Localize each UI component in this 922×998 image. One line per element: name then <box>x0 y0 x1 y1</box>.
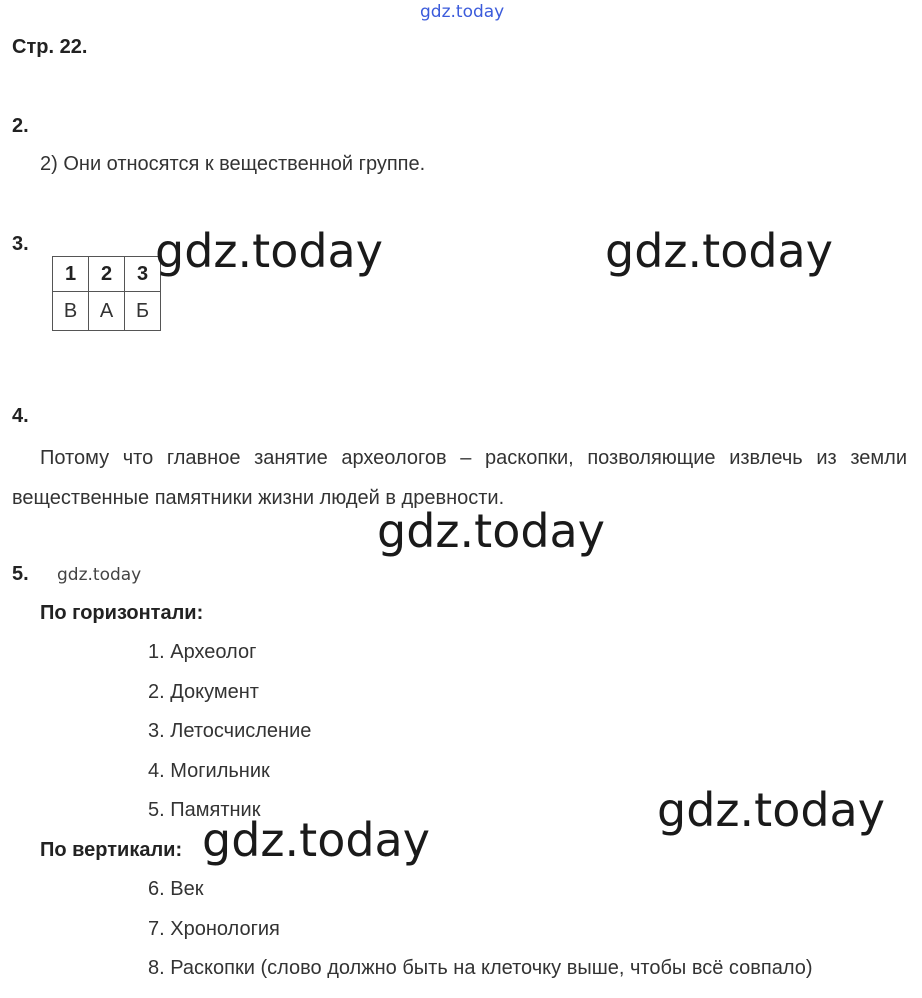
horizontal-item: 1. Археолог <box>148 641 257 663</box>
horizontal-item: 5. Памятник <box>148 799 261 821</box>
task-4-answer-text: Потому что главное занятие археологов – раскопки, позволяющие извлечь из земли вещественные памятники жизни людей в древности. <box>12 447 907 509</box>
watermark-big: gdz.today <box>657 783 885 837</box>
page-reference: Стр. 22. <box>12 36 88 58</box>
horizontal-item: 2. Документ <box>148 681 259 703</box>
task-5-number: 5. <box>12 563 29 585</box>
watermark-big: gdz.today <box>605 224 833 278</box>
vertical-item: 7. Хронология <box>148 918 280 940</box>
horizontal-label: По горизонтали: <box>40 602 204 624</box>
horizontal-item: 4. Могильник <box>148 760 270 782</box>
answer-table-header-cell: 1 <box>53 257 89 292</box>
watermark-big: gdz.today <box>155 224 383 278</box>
answer-table <box>52 256 161 331</box>
answer-table-header-row <box>53 257 161 292</box>
vertical-item: 6. Век <box>148 878 204 900</box>
watermark-small: gdz.today <box>57 565 142 585</box>
answer-table-value-cell: В <box>53 292 89 331</box>
watermark-big: gdz.today <box>377 504 605 558</box>
answer-table-header-cell: 2 <box>89 257 125 292</box>
answer-table-header-cell: 3 <box>125 257 161 292</box>
task-3-number: 3. <box>12 233 29 255</box>
answer-table-value-cell: Б <box>125 292 161 331</box>
answer-table-value-row <box>53 292 161 331</box>
vertical-item: 8. Раскопки (слово должно быть на клеточку выше, чтобы всё совпало) <box>148 957 813 979</box>
horizontal-item: 3. Летосчисление <box>148 720 312 742</box>
vertical-label: По вертикали: <box>40 839 183 861</box>
watermark-big: gdz.today <box>202 813 430 867</box>
task-2-answer: 2) Они относятся к вещественной группе. <box>40 153 426 175</box>
task-4-number: 4. <box>12 405 29 427</box>
watermark-top: gdz.today <box>420 2 505 22</box>
answer-table-value-cell: А <box>89 292 125 331</box>
task-2-number: 2. <box>12 115 29 137</box>
